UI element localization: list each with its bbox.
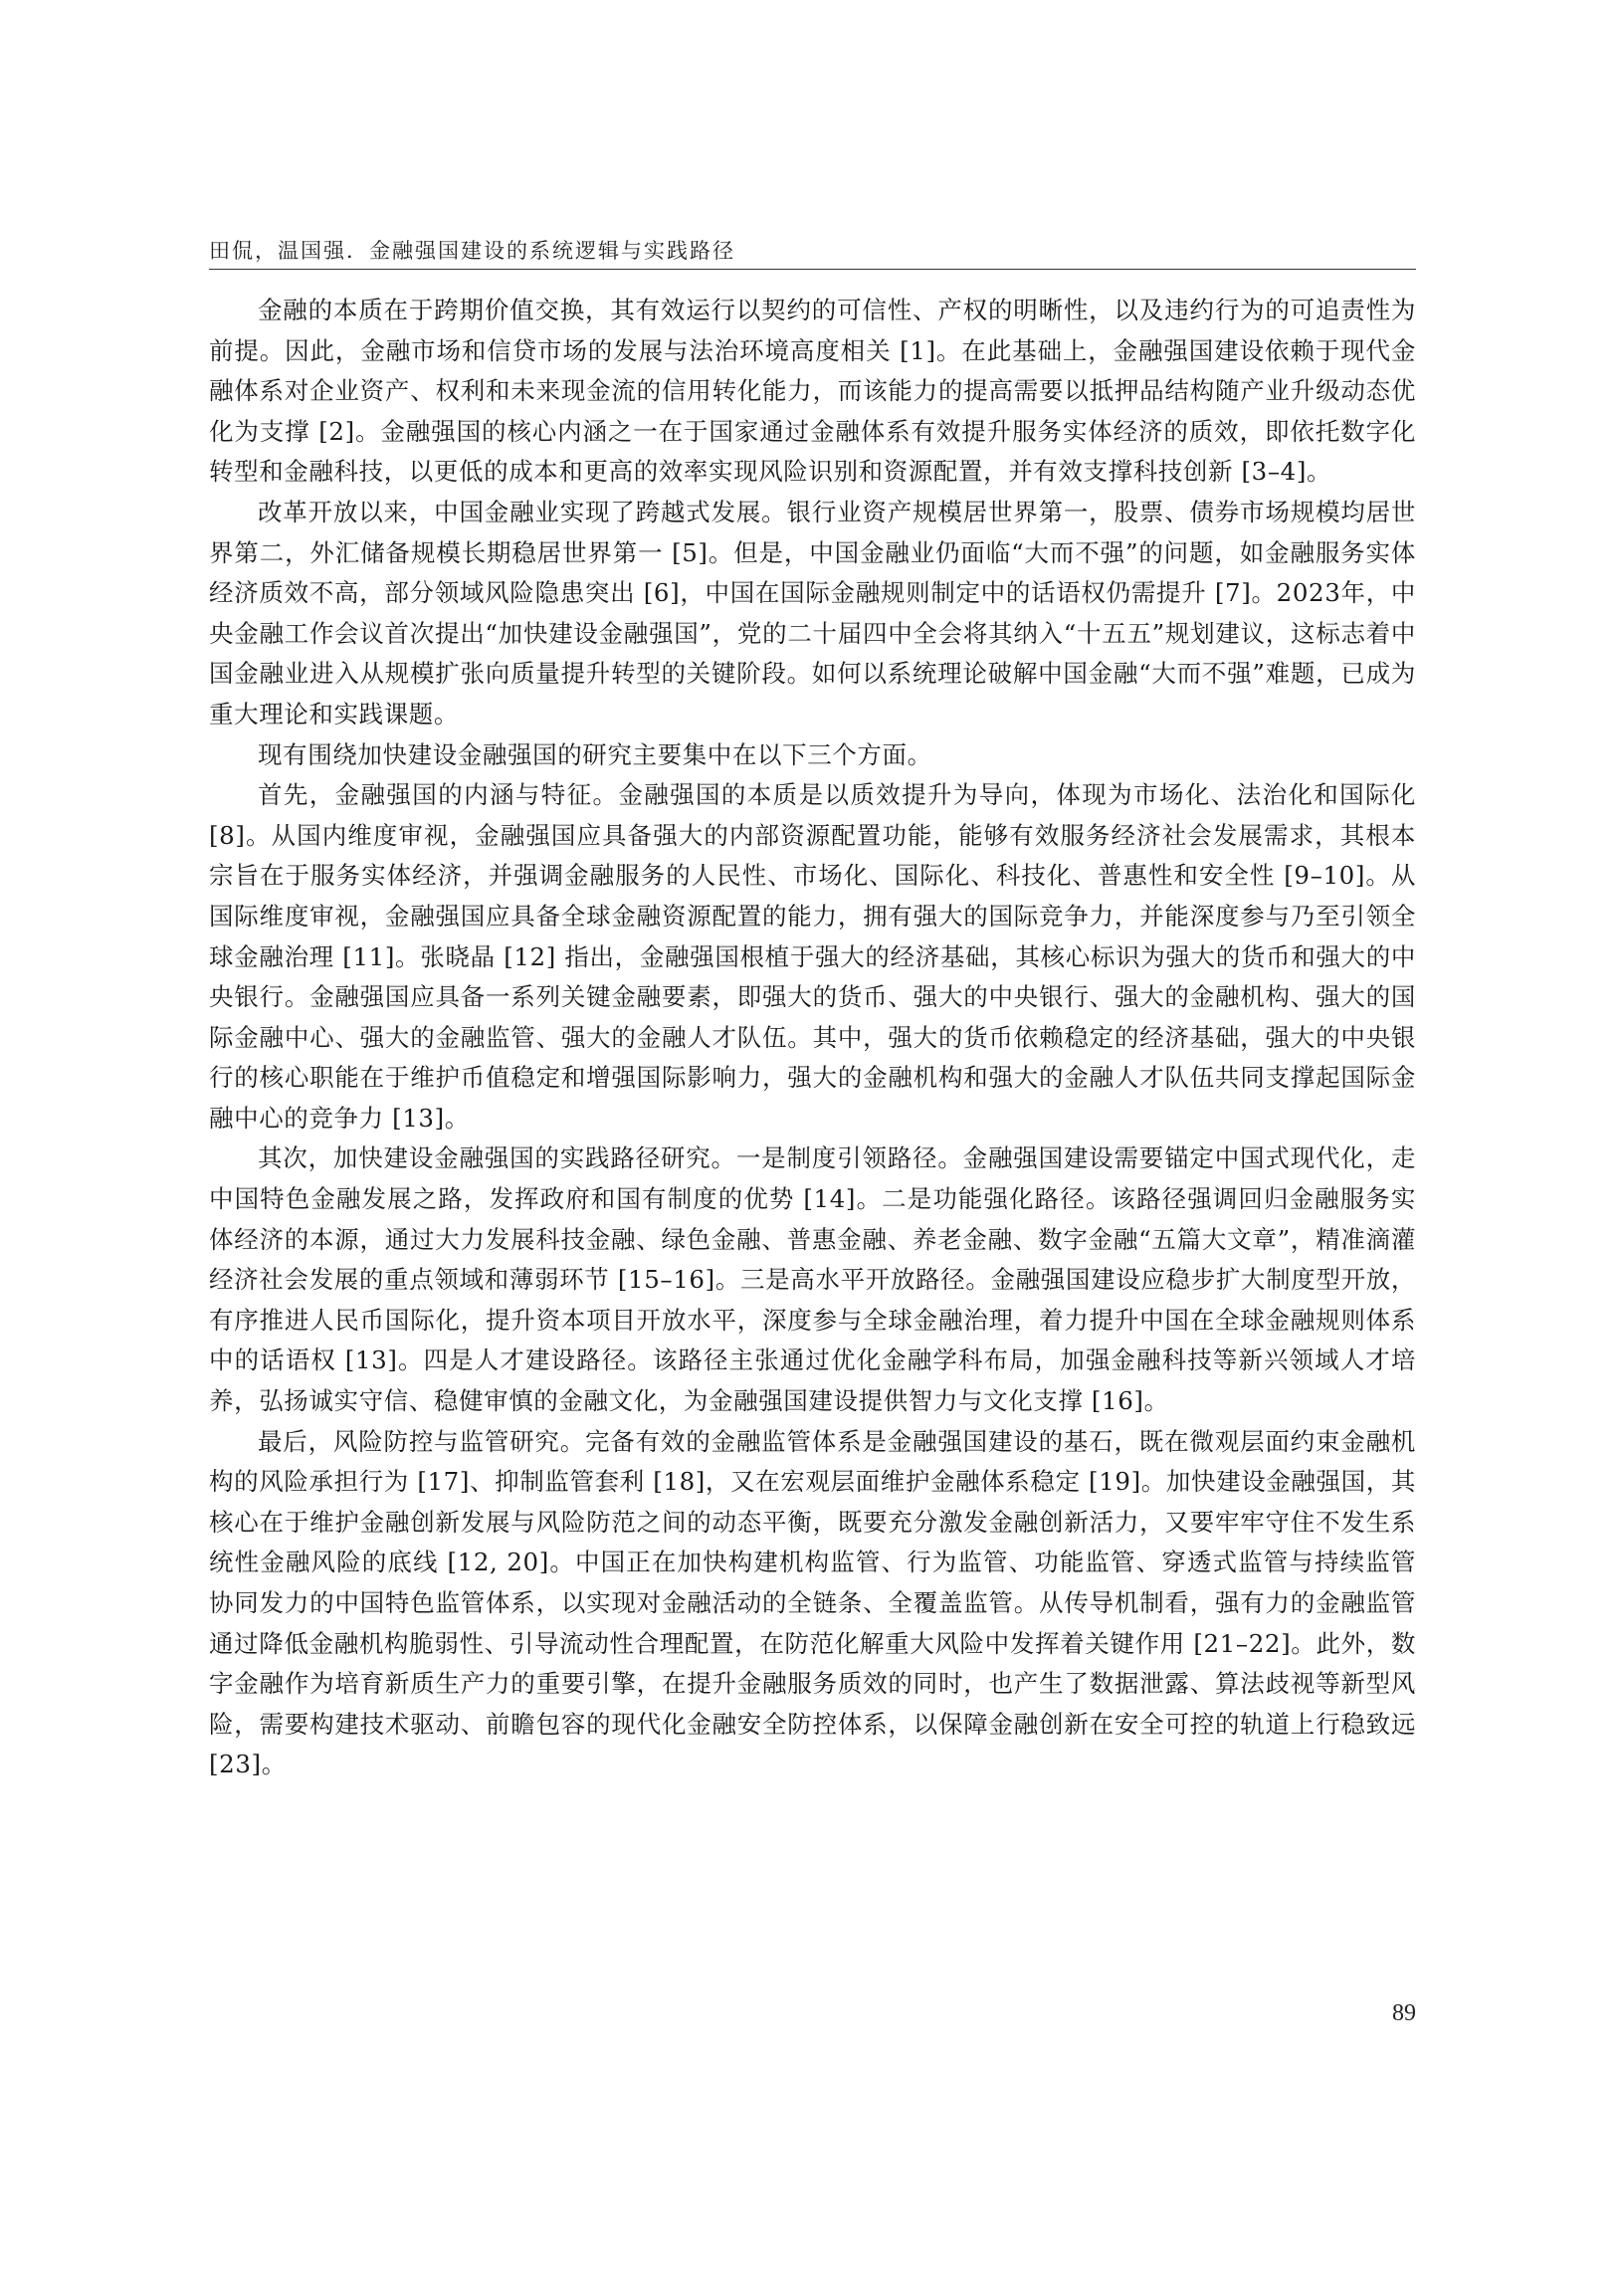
header-rule <box>209 269 1416 270</box>
running-header: 田侃，温国强．金融强国建设的系统逻辑与实践路径 <box>209 239 735 263</box>
article-body <box>209 291 1416 1785</box>
paragraph-3 <box>209 735 1416 776</box>
paragraph-6 <box>209 1422 1416 1785</box>
paragraph-1 <box>209 291 1416 493</box>
paragraph-text: 最后，风险防控与监管研究。完备有效的金融监管体系是金融强国建设的基石，既在微观层面约束金融机构的风险承担行为 [17]、抑制监管套利 [18]，又在宏观层面维护金融体系稳定 [19]。加快建设金融强国，其核心在于维护金融创新发展与风险防范之间的动态平衡，既要充分激发金融创新活力，又要牢牢守住不发生系统性金融风险的底线 [12, 20]。中国正在加快构建机构监管、行为监管、功能监管、穿透式监管与持续监管协同发力的中国特色监管体系，以实现对金融活动的全链条、全覆盖监管。从传导机制看，强有力的金融监管通过降低金融机构脆弱性、引导流动性合理配置，在防范化解重大风险中发挥着关键作用 [21–22]。此外，数字金融作为培育新质生产力的重要引擎，在提升金融服务质效的同时，也产生了数据泄露、算法歧视等新型风险，需要构建技术驱动、前瞻包容的现代化金融安全防控体系，以保障金融创新在安全可控的轨道上行稳致远 [23]。 <box>209 1426 1416 1779</box>
paragraph-5 <box>209 1139 1416 1421</box>
paragraph-text: 现有围绕加快建设金融强国的研究主要集中在以下三个方面。 <box>258 739 932 769</box>
page-number: 89 <box>1392 2000 1416 2026</box>
paragraph-text: 改革开放以来，中国金融业实现了跨越式发展。银行业资产规模居世界第一，股票、债券市场规模均居世界第二，外汇储备规模长期稳居世界第一 [5]。但是，中国金融业仍面临“大而不强”的问题，如金融服务实体经济质效不高，部分领域风险隐患突出 [6]，中国在国际金融规则制定中的话语权仍需提升 [7]。2023年，中央金融工作会议首次提出“加快建设金融强国”，党的二十届四中全会将其纳入“十五五”规划建议，这标志着中国金融业进入从规模扩张向质量提升转型的关键阶段。如何以系统理论破解中国金融“大而不强”难题，已成为重大理论和实践课题。 <box>209 497 1416 728</box>
paragraph-text: 其次，加快建设金融强国的实践路径研究。一是制度引领路径。金融强国建设需要锚定中国式现代化，走中国特色金融发展之路，发挥政府和国有制度的优势 [14]。二是功能强化路径。该路径强调回归金融服务实体经济的本源，通过大力发展科技金融、绿色金融、普惠金融、养老金融、数字金融“五篇大文章”，精准滴灌经济社会发展的重点领域和薄弱环节 [15–16]。三是高水平开放路径。金融强国建设应稳步扩大制度型开放，有序推进人民币国际化，提升资本项目开放水平，深度参与全球金融治理，着力提升中国在全球金融规则体系中的话语权 [13]。四是人才建设路径。该路径主张通过优化金融学科布局，加强金融科技等新兴领域人才培养，弘扬诚实守信、稳健审慎的金融文化，为金融强国建设提供智力与文化支撑 [16]。 <box>209 1143 1416 1416</box>
paragraph-4 <box>209 775 1416 1139</box>
paragraph-2 <box>209 493 1416 735</box>
paragraph-text: 金融的本质在于跨期价值交换，其有效运行以契约的可信性、产权的明晰性，以及违约行为的可追责性为前提。因此，金融市场和信贷市场的发展与法治环境高度相关 [1]。在此基础上，金融强国建设依赖于现代金融体系对企业资产、权利和未来现金流的信用转化能力，而该能力的提高需要以抵押品结构随产业升级动态优化为支撑 [2]。金融强国的核心内涵之一在于国家通过金融体系有效提升服务实体经济的质效，即依托数字化转型和金融科技，以更低的成本和更高的效率实现风险识别和资源配置，并有效支撑科技创新 [3–4]。 <box>209 296 1416 487</box>
paragraph-text: 首先，金融强国的内涵与特征。金融强国的本质是以质效提升为导向，体现为市场化、法治化和国际化 [8]。从国内维度审视，金融强国应具备强大的内部资源配置功能，能够有效服务经济社会发展需求，其根本宗旨在于服务实体经济，并强调金融服务的人民性、市场化、国际化、科技化、普惠性和安全性 [9–10]。从国际维度审视，金融强国应具备全球金融资源配置的能力，拥有强大的国际竞争力，并能深度参与乃至引领全球金融治理 [11]。张晓晶 [12] 指出，金融强国根植于强大的经济基础，其核心标识为强大的货币和强大的中央银行。金融强国应具备一系列关键金融要素，即强大的货币、强大的中央银行、强大的金融机构、强大的国际金融中心、强大的金融监管、强大的金融人才队伍。其中，强大的货币依赖稳定的经济基础，强大的中央银行的核心职能在于维护币值稳定和增强国际影响力，强大的金融机构和强大的金融人才队伍共同支撑起国际金融中心的竞争力 [13]。 <box>209 780 1416 1133</box>
